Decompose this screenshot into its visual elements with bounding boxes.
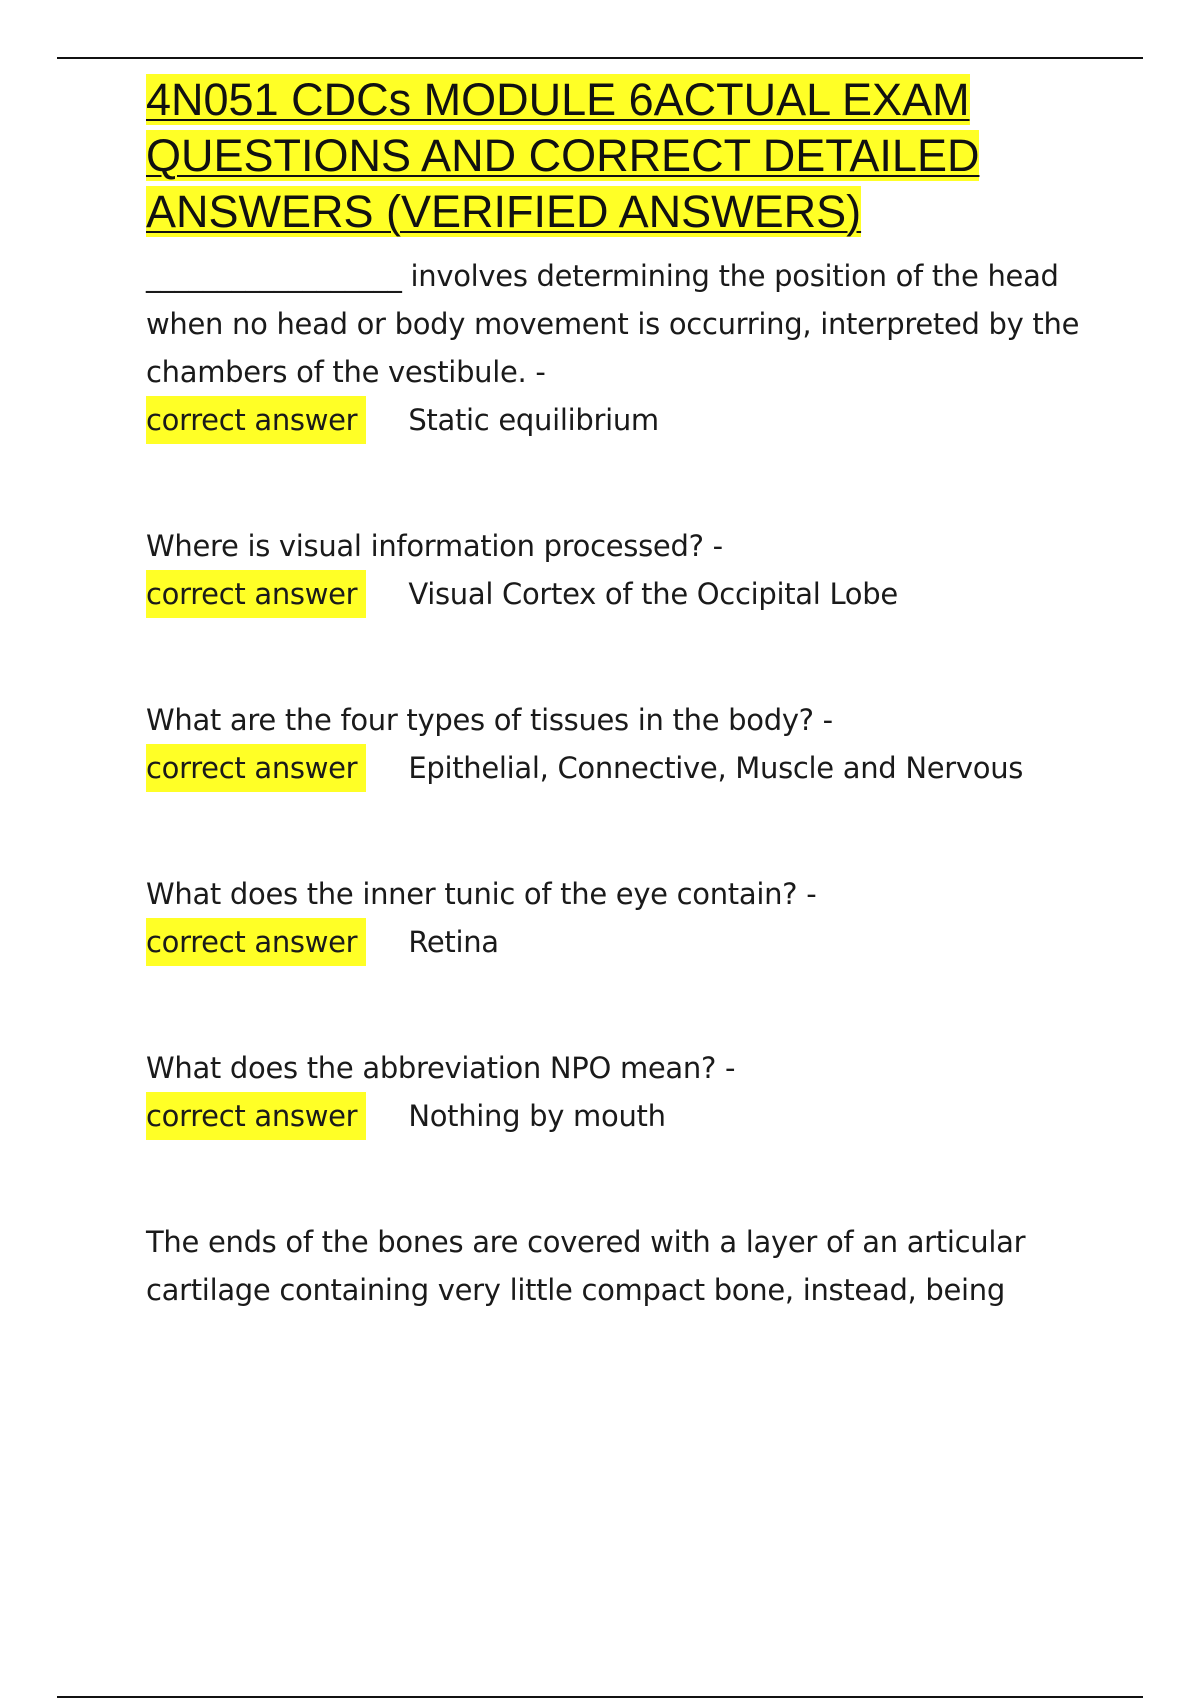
qa-item	[146, 1218, 1106, 1314]
answer-text: Static equilibrium	[408, 403, 659, 437]
qa-item	[146, 252, 1106, 444]
answer-row	[146, 744, 1106, 792]
question-text: What does the abbreviation NPO mean? -	[146, 1051, 736, 1085]
question-text: __________________ involves determining the position of the head when no head or body movement is occurring, interpreted by the chambers of the vestibule. -	[146, 259, 1080, 389]
qa-item	[146, 1044, 1106, 1140]
answer-row	[146, 570, 1106, 618]
question-text: Where is visual information processed? -	[146, 529, 723, 563]
answer-text: Retina	[408, 925, 499, 959]
question-text: The ends of the bones are covered with a layer of an articular cartilage containing very little compact bone, instead, being	[146, 1225, 1026, 1307]
document-title	[146, 72, 1046, 240]
question-text: What are the four types of tissues in the body? -	[146, 703, 833, 737]
correct-answer-label: correct answer	[146, 918, 366, 966]
qa-item	[146, 870, 1106, 966]
correct-answer-label: correct answer	[146, 1092, 366, 1140]
qa-list	[146, 252, 1106, 1314]
qa-item	[146, 522, 1106, 618]
answer-text: Nothing by mouth	[408, 1099, 666, 1133]
question-text: What does the inner tunic of the eye contain? -	[146, 877, 817, 911]
answer-text: Epithelial, Connective, Muscle and Nervous	[408, 751, 1024, 785]
answer-row	[146, 396, 1106, 444]
bottom-rule	[57, 1696, 1143, 1698]
answer-text: Visual Cortex of the Occipital Lobe	[408, 577, 898, 611]
answer-row	[146, 1092, 1106, 1140]
correct-answer-label: correct answer	[146, 570, 366, 618]
top-rule	[57, 57, 1143, 59]
document-body	[146, 72, 1106, 1314]
correct-answer-label: correct answer	[146, 744, 366, 792]
document-title-text: 4N051 CDCs MODULE 6ACTUAL EXAM QUESTIONS AND CORRECT DETAILED ANSWERS (VERIFIED ANSWERS)	[146, 74, 980, 237]
correct-answer-label: correct answer	[146, 396, 366, 444]
answer-row	[146, 918, 1106, 966]
qa-item	[146, 696, 1106, 792]
